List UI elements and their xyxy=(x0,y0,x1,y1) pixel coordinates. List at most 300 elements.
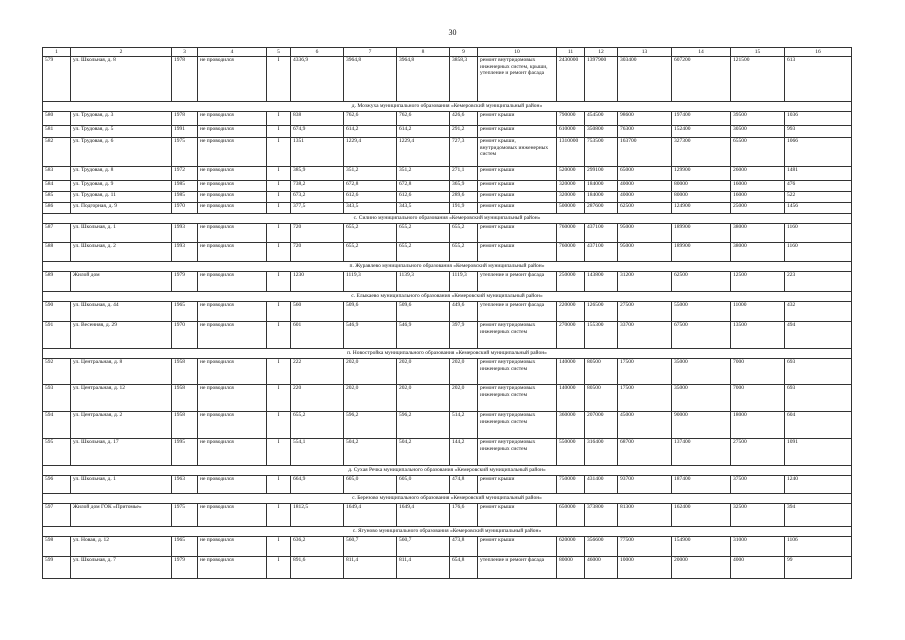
table-cell-col-7: 811,4 xyxy=(344,557,397,579)
table-cell-col-15: 39500 xyxy=(731,112,785,126)
table-cell-col-5: I xyxy=(267,243,291,262)
table-cell-col-13: 17500 xyxy=(618,359,672,385)
table-cell-col-15: 18000 xyxy=(731,412,785,439)
column-number-10: 10 xyxy=(478,48,557,57)
table-cell-col-16: 604 xyxy=(785,412,852,439)
table-cell-col-2: ул. Школьная, д. 8 xyxy=(71,57,172,102)
column-number-13: 13 xyxy=(618,48,672,57)
table-cell-col-6: 674,9 xyxy=(291,126,344,138)
table-cell-col-11: 550000 xyxy=(557,439,585,466)
table-cell-col-11: 320000 xyxy=(557,181,585,192)
table-cell-col-12: 299100 xyxy=(585,167,618,181)
table-cell-col-2: Жилой дом ГОК «Притомье» xyxy=(71,504,172,527)
table-cell-col-6: 385,9 xyxy=(291,167,344,181)
table-cell-col-12: 184000 xyxy=(585,181,618,192)
capital-repair-table xyxy=(42,47,852,579)
table-cell-col-5: I xyxy=(267,504,291,527)
table-cell-col-2: ул. Школьная, д. 1 xyxy=(71,224,172,243)
table-cell-col-7: 546,9 xyxy=(344,322,397,349)
table-cell-col-1: 598 xyxy=(43,537,71,557)
table-cell-col-1: 599 xyxy=(43,557,71,579)
table-cell-col-11: 140000 xyxy=(557,359,585,385)
table-cell-col-16: 1481 xyxy=(785,167,852,181)
table-cell-col-12: 373800 xyxy=(585,504,618,527)
table-row xyxy=(43,385,852,412)
table-cell-col-16: 1066 xyxy=(785,138,852,167)
table-cell-col-15: 13500 xyxy=(731,322,785,349)
table-cell-col-8: 811,4 xyxy=(397,557,450,579)
settlement-heading: д. Мозжуха муниципального образования «Кемеровский муниципальный район» xyxy=(43,102,852,112)
table-cell-col-15: 25000 xyxy=(731,203,785,214)
table-cell-col-14: 187400 xyxy=(672,476,731,494)
table-cell-col-5: I xyxy=(267,359,291,385)
table-cell-col-16: 99 xyxy=(785,557,852,579)
table-cell-col-4: не проводился xyxy=(198,476,267,494)
table-cell-col-9: 1119,3 xyxy=(450,272,478,292)
table-cell-col-1: 579 xyxy=(43,57,71,102)
table-cell-col-1: 585 xyxy=(43,192,71,203)
table-cell-col-2: ул. Новая, д. 12 xyxy=(71,537,172,557)
table-cell-col-15: 38000 xyxy=(731,224,785,243)
table-cell-col-13: 40000 xyxy=(618,181,672,192)
table-cell-col-8: 605,0 xyxy=(397,476,450,494)
table-cell-col-6: 1351 xyxy=(291,138,344,167)
table-cell-col-5: I xyxy=(267,57,291,102)
table-cell-col-3: 1965 xyxy=(172,302,198,322)
table-cell-col-6: 673,2 xyxy=(291,192,344,203)
table-cell-col-5: I xyxy=(267,272,291,292)
table-cell-col-6: 664,9 xyxy=(291,476,344,494)
table-cell-col-4: не проводился xyxy=(198,412,267,439)
table-cell-col-3: 1978 xyxy=(172,57,198,102)
table-cell-col-10: ремонт внутридомовых инженерных систем xyxy=(478,385,557,412)
table-cell-col-5: I xyxy=(267,557,291,579)
table-cell-col-13: 65000 xyxy=(618,167,672,181)
table-cell-col-12: 316400 xyxy=(585,439,618,466)
table-cell-col-4: не проводился xyxy=(198,322,267,349)
table-cell-col-16: 1160 xyxy=(785,224,852,243)
table-cell-col-13: 31200 xyxy=(618,272,672,292)
table-cell-col-16: 223 xyxy=(785,272,852,292)
table-cell-col-9: 397,9 xyxy=(450,322,478,349)
table-cell-col-14: 62500 xyxy=(672,272,731,292)
table-cell-col-1: 589 xyxy=(43,272,71,292)
table-cell-col-4: не проводился xyxy=(198,203,267,214)
table-cell-col-10: ремонт крыши xyxy=(478,112,557,126)
column-number-5: 5 xyxy=(267,48,291,57)
table-cell-col-6: 222 xyxy=(291,359,344,385)
table-cell-col-11: 620000 xyxy=(557,537,585,557)
table-cell-col-1: 594 xyxy=(43,412,71,439)
table-cell-col-4: не проводился xyxy=(198,302,267,322)
table-cell-col-9: 271,1 xyxy=(450,167,478,181)
table-cell-col-6: 838 xyxy=(291,112,344,126)
table-cell-col-14: 35000 xyxy=(672,359,731,385)
table-cell-col-5: I xyxy=(267,537,291,557)
table-cell-col-11: 220000 xyxy=(557,302,585,322)
table-cell-col-8: 351,2 xyxy=(397,167,450,181)
table-cell-col-6: 377,5 xyxy=(291,203,344,214)
table-cell-col-6: 891,6 xyxy=(291,557,344,579)
table-cell-col-15: 27500 xyxy=(731,439,785,466)
table-cell-col-13: 95000 xyxy=(618,224,672,243)
table-cell-col-5: I xyxy=(267,126,291,138)
table-cell-col-1: 593 xyxy=(43,385,71,412)
table-cell-col-11: 360000 xyxy=(557,412,585,439)
table-cell-col-7: 343,5 xyxy=(344,203,397,214)
table-cell-col-4: не проводился xyxy=(198,537,267,557)
table-cell-col-14: 80000 xyxy=(672,192,731,203)
table-cell-col-13: 76300 xyxy=(618,126,672,138)
table-cell-col-14: 129900 xyxy=(672,167,731,181)
table-cell-col-4: не проводился xyxy=(198,359,267,385)
table-cell-col-3: 1972 xyxy=(172,167,198,181)
table-cell-col-9: 144,2 xyxy=(450,439,478,466)
table-cell-col-3: 1985 xyxy=(172,181,198,192)
table-cell-col-12: 454500 xyxy=(585,112,618,126)
table-row xyxy=(43,126,852,138)
table-cell-col-5: I xyxy=(267,112,291,126)
table-cell-col-11: 610000 xyxy=(557,126,585,138)
table-cell-col-5: I xyxy=(267,322,291,349)
table-cell-col-13: 40000 xyxy=(618,192,672,203)
table-cell-col-16: 993 xyxy=(785,126,852,138)
table-cell-col-3: 1975 xyxy=(172,138,198,167)
table-row xyxy=(43,476,852,494)
table-cell-col-12: 350800 xyxy=(585,126,618,138)
table-cell-col-13: 81300 xyxy=(618,504,672,527)
table-cell-col-16: 1160 xyxy=(785,243,852,262)
table-cell-col-7: 596,2 xyxy=(344,412,397,439)
table-cell-col-16: 394 xyxy=(785,504,852,527)
table-cell-col-4: не проводился xyxy=(198,57,267,102)
table-cell-col-7: 351,2 xyxy=(344,167,397,181)
table-row xyxy=(43,504,852,527)
column-number-3: 3 xyxy=(172,48,198,57)
table-cell-col-13: 93700 xyxy=(618,476,672,494)
table-cell-col-13: 68700 xyxy=(618,439,672,466)
table-cell-col-3: 1965 xyxy=(172,537,198,557)
table-cell-col-8: 762,6 xyxy=(397,112,450,126)
table-row xyxy=(43,243,852,262)
table-cell-col-8: 1139,3 xyxy=(397,272,450,292)
table-cell-col-8: 1649,4 xyxy=(397,504,450,527)
table-cell-col-12: 356600 xyxy=(585,537,618,557)
table-cell-col-11: 760000 xyxy=(557,243,585,262)
table-cell-col-14: 124900 xyxy=(672,203,731,214)
table-cell-col-2: ул. Трудовая, д. 11 xyxy=(71,192,172,203)
table-cell-col-3: 1958 xyxy=(172,359,198,385)
table-cell-col-12: 184000 xyxy=(585,192,618,203)
settlement-group-row xyxy=(43,102,852,112)
table-cell-col-10: ремонт крыши, внутридомовых инженерных систем xyxy=(478,138,557,167)
table-cell-col-1: 586 xyxy=(43,203,71,214)
table-cell-col-1: 584 xyxy=(43,181,71,192)
table-cell-col-1: 587 xyxy=(43,224,71,243)
table-cell-col-12: 437100 xyxy=(585,224,618,243)
column-number-row xyxy=(43,48,852,57)
table-cell-col-16: 693 xyxy=(785,359,852,385)
table-cell-col-14: 189900 xyxy=(672,243,731,262)
table-cell-col-6: 636,2 xyxy=(291,537,344,557)
table-cell-col-16: 1456 xyxy=(785,203,852,214)
table-cell-col-14: 80000 xyxy=(672,181,731,192)
table-cell-col-10: ремонт крыши xyxy=(478,167,557,181)
table-cell-col-12: 80500 xyxy=(585,385,618,412)
table-cell-col-10: ремонт внутридомовых инженерных систем xyxy=(478,412,557,439)
table-cell-col-7: 1119,3 xyxy=(344,272,397,292)
table-cell-col-13: 303400 xyxy=(618,57,672,102)
table-cell-col-14: 152400 xyxy=(672,126,731,138)
table-cell-col-11: 750000 xyxy=(557,476,585,494)
table-cell-col-9: 727,3 xyxy=(450,138,478,167)
settlement-heading: с. Березово муниципального образования «Кемеровский муниципальный район» xyxy=(43,494,852,504)
table-cell-col-3: 1978 xyxy=(172,112,198,126)
settlement-heading: с. Силино муниципального образования «Кемеровский муниципальный район» xyxy=(43,214,852,224)
table-row xyxy=(43,302,852,322)
table-cell-col-3: 1991 xyxy=(172,126,198,138)
table-cell-col-11: 320000 xyxy=(557,192,585,203)
table-cell-col-2: ул. Трудовая, д. 3 xyxy=(71,112,172,126)
table-cell-col-7: 762,6 xyxy=(344,112,397,126)
table-cell-col-3: 1963 xyxy=(172,476,198,494)
table-cell-col-9: 3858,3 xyxy=(450,57,478,102)
table-row xyxy=(43,112,852,126)
table-cell-col-7: 202,0 xyxy=(344,385,397,412)
table-cell-col-2: ул. Трудовая, д. 8 xyxy=(71,167,172,181)
table-cell-col-12: 287600 xyxy=(585,203,618,214)
table-cell-col-12: 207000 xyxy=(585,412,618,439)
table-cell-col-13: 77500 xyxy=(618,537,672,557)
table-cell-col-8: 3964,8 xyxy=(397,57,450,102)
settlement-group-row xyxy=(43,214,852,224)
table-cell-col-15: 11000 xyxy=(731,302,785,322)
table-cell-col-6: 655,2 xyxy=(291,412,344,439)
column-number-15: 15 xyxy=(731,48,785,57)
table-cell-col-2: ул. Школьная, д. 17 xyxy=(71,439,172,466)
table-cell-col-2: ул. Трудовая, д. 9 xyxy=(71,181,172,192)
table-cell-col-9: 289,6 xyxy=(450,192,478,203)
table-cell-col-15: 38000 xyxy=(731,243,785,262)
column-number-2: 2 xyxy=(71,48,172,57)
table-cell-col-5: I xyxy=(267,203,291,214)
table-cell-col-4: не проводился xyxy=(198,181,267,192)
table-row xyxy=(43,203,852,214)
table-cell-col-4: не проводился xyxy=(198,385,267,412)
table-cell-col-8: 202,0 xyxy=(397,385,450,412)
table-cell-col-9: 473,8 xyxy=(450,537,478,557)
table-cell-col-13: 163700 xyxy=(618,138,672,167)
table-cell-col-2: ул. Школьная, д. 44 xyxy=(71,302,172,322)
table-cell-col-10: ремонт крыши xyxy=(478,181,557,192)
table-cell-col-8: 560,7 xyxy=(397,537,450,557)
table-cell-col-10: ремонт внутридомовых инженерных систем, крыши, утепление и ремонт фасада xyxy=(478,57,557,102)
table-cell-col-6: 1812,5 xyxy=(291,504,344,527)
table-cell-col-9: 202,0 xyxy=(450,385,478,412)
column-number-12: 12 xyxy=(585,48,618,57)
table-cell-col-8: 612,6 xyxy=(397,192,450,203)
table-cell-col-2: Жилой дом xyxy=(71,272,172,292)
table-cell-col-3: 1958 xyxy=(172,385,198,412)
table-cell-col-3: 1993 xyxy=(172,243,198,262)
table-cell-col-9: 655,2 xyxy=(450,224,478,243)
table-cell-col-3: 1970 xyxy=(172,322,198,349)
table-row xyxy=(43,412,852,439)
table-cell-col-6: 601 xyxy=(291,322,344,349)
table-cell-col-6: 554,1 xyxy=(291,439,344,466)
table-cell-col-15: 7000 xyxy=(731,385,785,412)
table-cell-col-3: 1995 xyxy=(172,439,198,466)
table-cell-col-14: 137400 xyxy=(672,439,731,466)
table-cell-col-10: ремонт внутридомовых инженерных систем xyxy=(478,359,557,385)
table-row xyxy=(43,537,852,557)
table-cell-col-6: 560 xyxy=(291,302,344,322)
table-cell-col-4: не проводился xyxy=(198,112,267,126)
table-cell-col-6: 1230 xyxy=(291,272,344,292)
table-cell-col-4: не проводился xyxy=(198,439,267,466)
table-cell-col-13: 98600 xyxy=(618,112,672,126)
table-cell-col-12: 1397900 xyxy=(585,57,618,102)
table-cell-col-9: 654,8 xyxy=(450,557,478,579)
table-row xyxy=(43,192,852,203)
settlement-group-row xyxy=(43,466,852,476)
table-cell-col-1: 596 xyxy=(43,476,71,494)
settlement-heading: п. Новостройка муниципального образования «Кемеровский муниципальный район» xyxy=(43,349,852,359)
table-cell-col-2: ул. Трудовая, д. 5 xyxy=(71,126,172,138)
table-cell-col-1: 580 xyxy=(43,112,71,126)
settlement-group-row xyxy=(43,527,852,537)
table-cell-col-3: 1975 xyxy=(172,504,198,527)
table-cell-col-10: утепление и ремонт фасада xyxy=(478,272,557,292)
table-cell-col-10: утепление и ремонт фасада xyxy=(478,302,557,322)
table-cell-col-7: 202,0 xyxy=(344,359,397,385)
table-cell-col-8: 1229,4 xyxy=(397,138,450,167)
table-cell-col-3: 1958 xyxy=(172,412,198,439)
table-cell-col-8: 596,2 xyxy=(397,412,450,439)
table-cell-col-14: 154900 xyxy=(672,537,731,557)
table-cell-col-9: 291,2 xyxy=(450,126,478,138)
settlement-group-row xyxy=(43,262,852,272)
table-cell-col-13: 10000 xyxy=(618,557,672,579)
column-number-6: 6 xyxy=(291,48,344,57)
table-cell-col-4: не проводился xyxy=(198,272,267,292)
table-cell-col-5: I xyxy=(267,476,291,494)
table-cell-col-1: 592 xyxy=(43,359,71,385)
column-number-14: 14 xyxy=(672,48,731,57)
table-cell-col-2: ул. Подгорная, д. 9 xyxy=(71,203,172,214)
table-cell-col-3: 1979 xyxy=(172,272,198,292)
column-number-9: 9 xyxy=(450,48,478,57)
table-cell-col-7: 509,6 xyxy=(344,302,397,322)
page-number: 30 xyxy=(448,28,457,37)
table-cell-col-7: 504,2 xyxy=(344,439,397,466)
table-cell-col-14: 67500 xyxy=(672,322,731,349)
table-cell-col-1: 588 xyxy=(43,243,71,262)
table-cell-col-14: 162400 xyxy=(672,504,731,527)
table-cell-col-5: I xyxy=(267,302,291,322)
table-cell-col-15: 30500 xyxy=(731,126,785,138)
table-cell-col-7: 612,6 xyxy=(344,192,397,203)
table-cell-col-8: 202,0 xyxy=(397,359,450,385)
table-cell-col-12: 126500 xyxy=(585,302,618,322)
table-cell-col-16: 476 xyxy=(785,181,852,192)
table-cell-col-9: 202,0 xyxy=(450,359,478,385)
table-cell-col-7: 605,0 xyxy=(344,476,397,494)
table-cell-col-12: 431400 xyxy=(585,476,618,494)
table-cell-col-13: 95000 xyxy=(618,243,672,262)
table-cell-col-14: 327300 xyxy=(672,138,731,167)
table-cell-col-7: 655,2 xyxy=(344,224,397,243)
table-cell-col-13: 27500 xyxy=(618,302,672,322)
table-cell-col-11: 80000 xyxy=(557,557,585,579)
table-cell-col-2: ул. Весенняя, д. 29 xyxy=(71,322,172,349)
column-number-1: 1 xyxy=(43,48,71,57)
table-cell-col-7: 1649,4 xyxy=(344,504,397,527)
table-cell-col-5: I xyxy=(267,412,291,439)
table-cell-col-15: 37500 xyxy=(731,476,785,494)
table-cell-col-11: 250000 xyxy=(557,272,585,292)
table-cell-col-14: 35000 xyxy=(672,385,731,412)
column-number-7: 7 xyxy=(344,48,397,57)
table-cell-col-1: 583 xyxy=(43,167,71,181)
table-cell-col-9: 176,6 xyxy=(450,504,478,527)
table-cell-col-4: не проводился xyxy=(198,504,267,527)
table-cell-col-8: 343,5 xyxy=(397,203,450,214)
table-cell-col-7: 560,7 xyxy=(344,537,397,557)
table-cell-col-15: 16000 xyxy=(731,192,785,203)
table-cell-col-11: 790000 xyxy=(557,112,585,126)
table-cell-col-10: ремонт крыши xyxy=(478,203,557,214)
table-cell-col-6: 720 xyxy=(291,224,344,243)
table-cell-col-14: 90000 xyxy=(672,412,731,439)
table-cell-col-2: ул. Центральная, д. 2 xyxy=(71,412,172,439)
table-cell-col-5: I xyxy=(267,167,291,181)
table-cell-col-16: 1036 xyxy=(785,112,852,126)
table-cell-col-10: ремонт крыши xyxy=(478,224,557,243)
table-cell-col-1: 595 xyxy=(43,439,71,466)
table-cell-col-10: ремонт крыши xyxy=(478,537,557,557)
table-cell-col-14: 55000 xyxy=(672,302,731,322)
table-cell-col-16: 1240 xyxy=(785,476,852,494)
table-cell-col-2: ул. Трудовая, д. 6 xyxy=(71,138,172,167)
table-cell-col-10: ремонт крыши xyxy=(478,504,557,527)
settlement-heading: д. Сухая Речка муниципального образования «Кемеровский муниципальный район» xyxy=(43,466,852,476)
table-cell-col-5: I xyxy=(267,385,291,412)
table-cell-col-10: ремонт внутридомовых инженерных систем xyxy=(478,439,557,466)
table-cell-col-15: 16000 xyxy=(731,181,785,192)
table-row xyxy=(43,359,852,385)
settlement-group-row xyxy=(43,494,852,504)
table-cell-col-15: 65500 xyxy=(731,138,785,167)
table-cell-col-9: 365,9 xyxy=(450,181,478,192)
table-row xyxy=(43,557,852,579)
table-cell-col-4: не проводился xyxy=(198,126,267,138)
table-cell-col-3: 1985 xyxy=(172,192,198,203)
table-cell-col-7: 655,2 xyxy=(344,243,397,262)
table-cell-col-11: 500000 xyxy=(557,203,585,214)
table-cell-col-16: 432 xyxy=(785,302,852,322)
table-cell-col-12: 753500 xyxy=(585,138,618,167)
table-cell-col-14: 189900 xyxy=(672,224,731,243)
table-cell-col-15: 26000 xyxy=(731,167,785,181)
table-cell-col-2: ул. Центральная, д. 8 xyxy=(71,359,172,385)
table-cell-col-11: 140000 xyxy=(557,385,585,412)
table-cell-col-8: 546,9 xyxy=(397,322,450,349)
table-cell-col-16: 1091 xyxy=(785,439,852,466)
table-row xyxy=(43,224,852,243)
table-cell-col-9: 474,8 xyxy=(450,476,478,494)
table-cell-col-14: 607200 xyxy=(672,57,731,102)
